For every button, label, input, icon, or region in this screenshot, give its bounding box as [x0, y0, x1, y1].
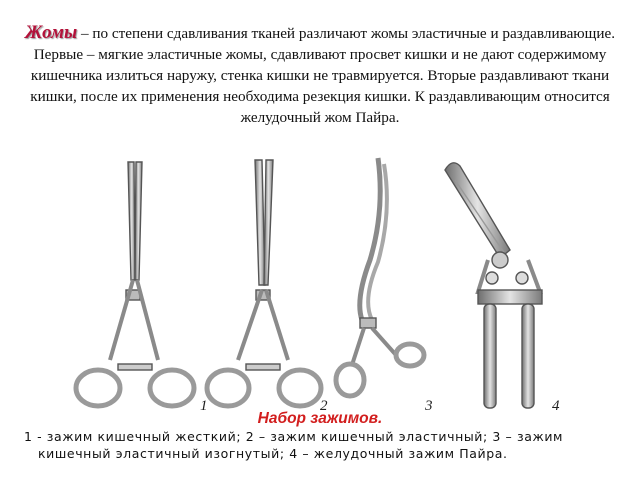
clamp-number-4: 4 [552, 398, 560, 414]
clamp-number-3: 3 [425, 398, 433, 414]
caption-line-2: кишечный эластичный изогнутый; 4 – желудочный зажим Пайра. [38, 446, 508, 461]
clamp-3-illustration [336, 158, 424, 396]
clamp-4-illustration [445, 163, 542, 408]
intro-paragraph [14, 22, 626, 128]
clamp-number-2: 2 [320, 398, 328, 414]
clamp-2-illustration [207, 160, 321, 406]
clamps-illustration [0, 150, 640, 420]
caption-line-1: 1 - зажим кишечный жесткий; 2 – зажим кишечный эластичный; 3 – зажим [24, 429, 564, 444]
term-heading: Жомы [24, 22, 78, 43]
figure-title: Набор зажимов. [257, 410, 383, 427]
figure-caption [24, 428, 624, 462]
intro-text: – по степени сдавливания тканей различают жомы эластичные и раздавливающие. Первые – мягкие эластичные жомы, сдавливают просвет кишки и не дают содержимому кишечника излиться наружу, стенка кишки не травмируется. Вторые раздавливают ткани кишки, после их применения необходима резекция кишки. К раздавливающим относится желудочный жом Пайра. [30, 25, 616, 126]
clamp-number-1: 1 [200, 398, 208, 414]
clamp-1-illustration [76, 162, 194, 406]
